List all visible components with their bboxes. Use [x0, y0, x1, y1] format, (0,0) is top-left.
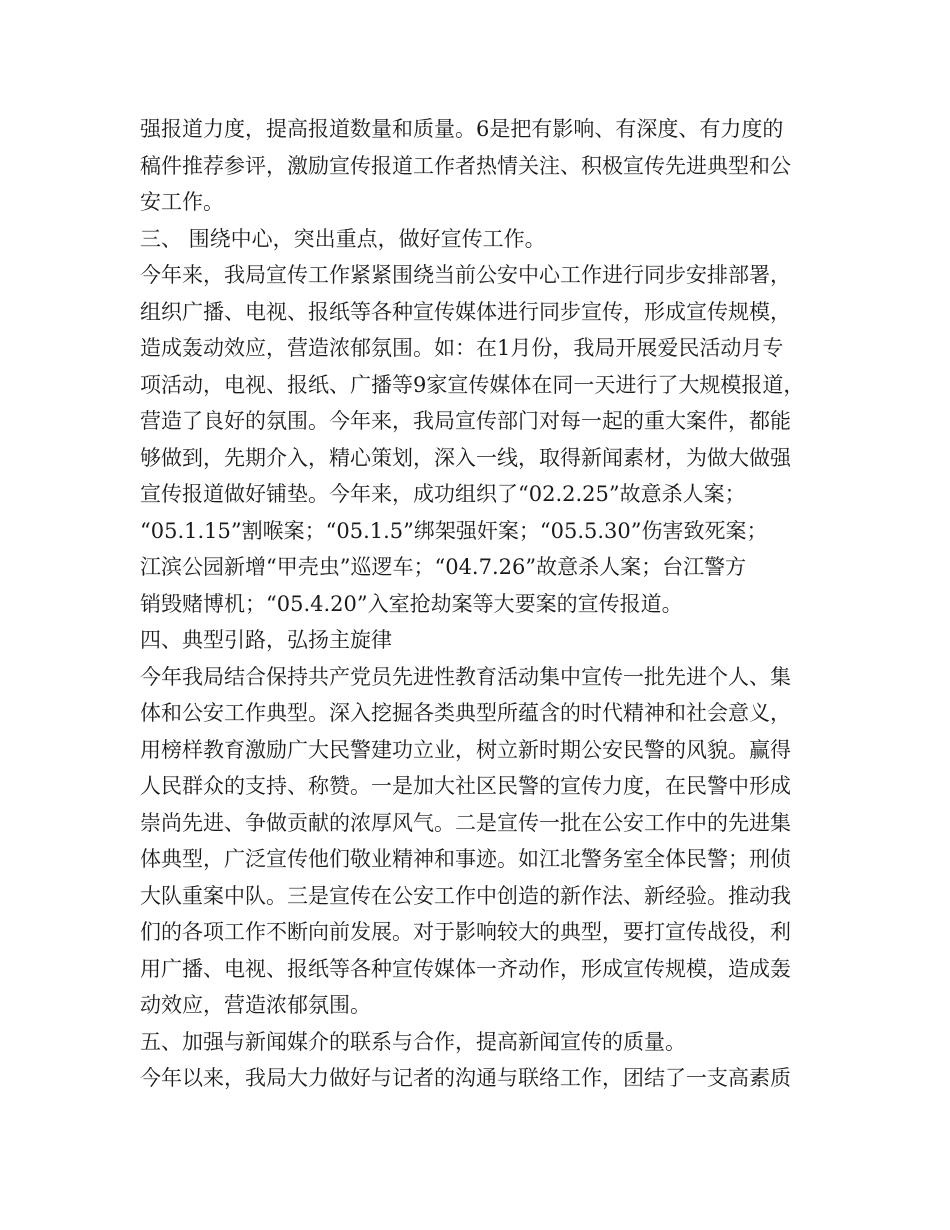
text-line: 人民群众的支持、称赞。一是加大社区民警的宣传力度，在民警中形成 [140, 774, 791, 798]
text-line: 江滨公园新增“甲壳虫”巡逻车；“04.7.26”故意杀人案；台江警方 [140, 555, 747, 579]
text-line: 稿件推荐参评，激励宣传报道工作者热情关注、积极宣传先进典型和公 [140, 153, 791, 178]
text-line: 体和公安工作典型。深入挖掘各类典型所蕴含的时代精神和社会意义， [140, 701, 791, 725]
text-line: 宣传报道做好铺垫。今年来，成功组织了“02.2.25”故意杀人案； [140, 482, 746, 506]
text-line: 项活动，电视、报纸、广播等9家宣传媒体在同一天进行了大规模报道， [140, 372, 805, 397]
text-line: “05.1.15”割喉案；“05.1.5”绑架强奸案；“05.5.30”伤害致死案； [140, 518, 768, 543]
text-line: 够做到，先期介入，精心策划，深入一线，取得新闻素材，为做大做强 [140, 445, 791, 470]
text-line: 造成轰动效应，营造浓郁氛围。如：在1月份，我局开展爱民活动月专 [140, 336, 784, 360]
text-line: 体典型，广泛宣传他们敬业精神和事迹。如江北警务室全体民警；刑侦 [140, 847, 791, 871]
text-line: 大队重案中队。三是宣传在公安工作中创造的新作法、新经验。推动我 [140, 883, 791, 908]
text-line: 今年来，我局宣传工作紧紧围绕当前公安中心工作进行同步安排部署， [140, 263, 791, 287]
text-line: 动效应，营造浓郁氛围。 [140, 993, 371, 1017]
text-line: 今年我局结合保持共产党员先进性教育活动集中宣传一批先进个人、集 [140, 664, 791, 689]
text-line: 们的各项工作不断向前发展。对于影响较大的典型，要打宣传战役，利 [140, 920, 791, 944]
text-line: 今年以来，我局大力做好与记者的沟通与联络工作，团结了一支高素质 [140, 1066, 791, 1090]
section-heading: 三、 围绕中心，突出重点，做好宣传工作。 [140, 226, 546, 251]
text-line: 用广播、电视、报纸等各种宣传媒体一齐动作，形成宣传规模，造成轰 [140, 956, 791, 981]
text-line: 用榜样教育激励广大民警建功立业，树立新时期公安民警的风貌。赢得 [140, 737, 791, 762]
text-line: 安工作。 [140, 190, 224, 214]
section-heading: 四、典型引路，弘扬主旋律 [140, 628, 392, 652]
text-line: 销毁赌博机；“05.4.20”入室抢劫案等大要案的宣传报道。 [140, 591, 683, 616]
text-line: 强报道力度，提高报道数量和质量。6是把有影响、有深度、有力度的 [140, 117, 784, 141]
section-heading: 五、加强与新闻媒介的联系与合作，提高新闻宣传的质量。 [140, 1029, 686, 1054]
text-line: 组织广播、电视、报纸等各种宣传媒体进行同步宣传，形成宣传规模， [140, 299, 791, 324]
document-body [140, 111, 830, 1097]
text-line: 崇尚先进、争做贡献的浓厚风气。二是宣传一批在公安工作中的先进集 [140, 810, 791, 835]
text-line: 营造了良好的氛围。今年来，我局宣传部门对每一起的重大案件，都能 [140, 409, 791, 433]
